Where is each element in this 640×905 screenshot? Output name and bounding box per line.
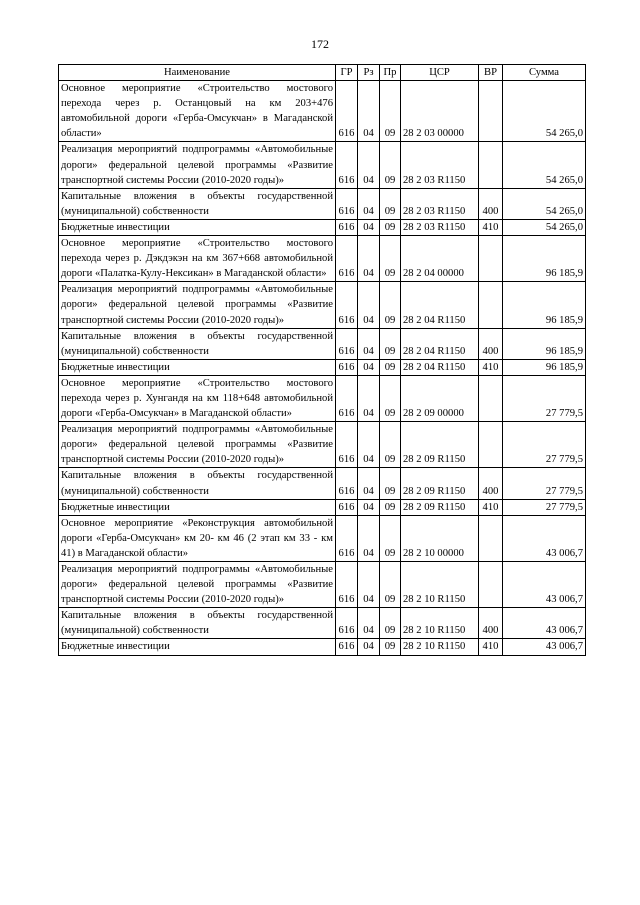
table-row [59,515,586,561]
row-rz-cell: 04 [358,282,380,328]
header-name: Наименование [59,65,336,81]
row-gr-cell: 616 [336,515,358,561]
row-csr-cell: 28 2 10 R1150 [401,639,479,655]
row-name-cell: Реализация мероприятий подпрограммы «Автомобильные дороги» федеральной целевой программы «Развитие транспортной системы России (2010-2020 годы)» [59,562,336,608]
row-vr-cell [479,282,503,328]
row-name-cell: Бюджетные инвестиции [59,499,336,515]
row-name-cell: Бюджетные инвестиции [59,359,336,375]
header-sum: Сумма [503,65,586,81]
row-vr-cell [479,562,503,608]
row-vr-cell: 410 [479,499,503,515]
row-sum-cell: 43 006,7 [503,562,586,608]
row-name-cell: Бюджетные инвестиции [59,639,336,655]
row-vr-cell: 400 [479,328,503,359]
row-rz-cell: 04 [358,328,380,359]
row-sum-cell: 43 006,7 [503,639,586,655]
row-gr-cell: 616 [336,328,358,359]
table-row [59,639,586,655]
row-gr-cell: 616 [336,188,358,219]
row-rz-cell: 04 [358,81,380,142]
row-sum-cell: 27 779,5 [503,422,586,468]
row-vr-cell: 410 [479,639,503,655]
row-csr-cell: 28 2 03 R1150 [401,142,479,188]
row-sum-cell: 27 779,5 [503,499,586,515]
table-row [59,468,586,499]
row-name-cell: Бюджетные инвестиции [59,219,336,235]
row-csr-cell: 28 2 03 R1150 [401,219,479,235]
row-csr-cell: 28 2 04 R1150 [401,359,479,375]
row-name-cell: Реализация мероприятий подпрограммы «Автомобильные дороги» федеральной целевой программы «Развитие транспортной системы России (2010-2020 годы)» [59,282,336,328]
header-pr: Пр [380,65,401,81]
row-pr-cell: 09 [380,142,401,188]
row-rz-cell: 04 [358,142,380,188]
row-pr-cell: 09 [380,359,401,375]
row-rz-cell: 04 [358,375,380,421]
row-vr-cell [479,236,503,282]
table-row [59,142,586,188]
row-name-cell: Основное мероприятие «Строительство мостового перехода через р. Хунгандя на км 118+648 автомобильной дороги «Герба-Омсукчан» в Магаданской области» [59,375,336,421]
row-name-cell: Капитальные вложения в объекты государственной (муниципальной) собственности [59,468,336,499]
row-pr-cell: 09 [380,468,401,499]
row-pr-cell: 09 [380,236,401,282]
row-gr-cell: 616 [336,375,358,421]
row-csr-cell: 28 2 09 R1150 [401,468,479,499]
row-vr-cell: 410 [479,359,503,375]
header-rz: Рз [358,65,380,81]
row-pr-cell: 09 [380,608,401,639]
row-vr-cell [479,375,503,421]
row-rz-cell: 04 [358,188,380,219]
row-gr-cell: 616 [336,236,358,282]
header-csr: ЦСР [401,65,479,81]
table-row [59,562,586,608]
row-csr-cell: 28 2 04 00000 [401,236,479,282]
row-gr-cell: 616 [336,219,358,235]
row-rz-cell: 04 [358,639,380,655]
row-rz-cell: 04 [358,219,380,235]
row-sum-cell: 43 006,7 [503,515,586,561]
table-row [59,328,586,359]
row-rz-cell: 04 [358,468,380,499]
table-row [59,499,586,515]
row-gr-cell: 616 [336,422,358,468]
row-gr-cell: 616 [336,142,358,188]
row-sum-cell: 43 006,7 [503,608,586,639]
row-pr-cell: 09 [380,515,401,561]
row-sum-cell: 54 265,0 [503,81,586,142]
row-gr-cell: 616 [336,282,358,328]
row-sum-cell: 96 185,9 [503,359,586,375]
table-body [59,81,586,655]
row-name-cell: Капитальные вложения в объекты государственной (муниципальной) собственности [59,608,336,639]
row-pr-cell: 09 [380,81,401,142]
table-row [59,81,586,142]
row-gr-cell: 616 [336,359,358,375]
row-sum-cell: 96 185,9 [503,282,586,328]
row-pr-cell: 09 [380,499,401,515]
row-rz-cell: 04 [358,562,380,608]
table-row [59,608,586,639]
row-name-cell: Основное мероприятие «Строительство мостового перехода через р. Останцовый на км 203+476 автомобильной дороги «Герба-Омсукчан» в Магаданской области» [59,81,336,142]
row-sum-cell: 96 185,9 [503,236,586,282]
row-pr-cell: 09 [380,422,401,468]
row-rz-cell: 04 [358,515,380,561]
row-gr-cell: 616 [336,562,358,608]
row-rz-cell: 04 [358,608,380,639]
row-vr-cell [479,142,503,188]
row-name-cell: Реализация мероприятий подпрограммы «Автомобильные дороги» федеральной целевой программы «Развитие транспортной системы России (2010-2020 годы)» [59,142,336,188]
row-name-cell: Реализация мероприятий подпрограммы «Автомобильные дороги» федеральной целевой программы «Развитие транспортной системы России (2010-2020 годы)» [59,422,336,468]
row-rz-cell: 04 [358,359,380,375]
table-row [59,422,586,468]
table-row [59,219,586,235]
row-pr-cell: 09 [380,282,401,328]
row-pr-cell: 09 [380,639,401,655]
row-vr-cell: 410 [479,219,503,235]
row-sum-cell: 54 265,0 [503,188,586,219]
row-vr-cell: 400 [479,608,503,639]
table-row [59,282,586,328]
row-vr-cell [479,515,503,561]
row-sum-cell: 27 779,5 [503,375,586,421]
row-csr-cell: 28 2 09 R1150 [401,499,479,515]
row-csr-cell: 28 2 03 00000 [401,81,479,142]
page-number: 172 [311,37,329,51]
row-gr-cell: 616 [336,608,358,639]
row-sum-cell: 54 265,0 [503,219,586,235]
row-rz-cell: 04 [358,499,380,515]
row-pr-cell: 09 [380,562,401,608]
row-gr-cell: 616 [336,468,358,499]
table-header-row [59,65,586,81]
table-row [59,188,586,219]
row-name-cell: Основное мероприятие «Реконструкция автомобильной дороги «Герба-Омсукчан» км 20- км 46 (2 этап км 33 - км 41) в Магаданской области» [59,515,336,561]
row-csr-cell: 28 2 09 00000 [401,375,479,421]
budget-table [58,64,586,656]
row-pr-cell: 09 [380,219,401,235]
table-row [59,359,586,375]
row-sum-cell: 96 185,9 [503,328,586,359]
row-sum-cell: 27 779,5 [503,468,586,499]
row-csr-cell: 28 2 04 R1150 [401,328,479,359]
row-vr-cell [479,81,503,142]
row-rz-cell: 04 [358,236,380,282]
row-gr-cell: 616 [336,499,358,515]
row-gr-cell: 616 [336,639,358,655]
row-csr-cell: 28 2 03 R1150 [401,188,479,219]
row-vr-cell [479,422,503,468]
row-csr-cell: 28 2 04 R1150 [401,282,479,328]
table-row [59,375,586,421]
row-name-cell: Капитальные вложения в объекты государственной (муниципальной) собственности [59,328,336,359]
row-csr-cell: 28 2 10 R1150 [401,608,479,639]
row-name-cell: Основное мероприятие «Строительство мостового перехода через р. Дэкдэкэн на км 367+668 автомобильной дороги «Палатка-Кулу-Нексикан» в Магаданской области» [59,236,336,282]
row-vr-cell: 400 [479,188,503,219]
row-csr-cell: 28 2 09 R1150 [401,422,479,468]
row-csr-cell: 28 2 10 R1150 [401,562,479,608]
table-row [59,236,586,282]
header-gr: ГР [336,65,358,81]
row-vr-cell: 400 [479,468,503,499]
row-csr-cell: 28 2 10 00000 [401,515,479,561]
header-vr: ВР [479,65,503,81]
row-pr-cell: 09 [380,188,401,219]
row-rz-cell: 04 [358,422,380,468]
row-sum-cell: 54 265,0 [503,142,586,188]
row-gr-cell: 616 [336,81,358,142]
row-pr-cell: 09 [380,328,401,359]
row-pr-cell: 09 [380,375,401,421]
row-name-cell: Капитальные вложения в объекты государственной (муниципальной) собственности [59,188,336,219]
